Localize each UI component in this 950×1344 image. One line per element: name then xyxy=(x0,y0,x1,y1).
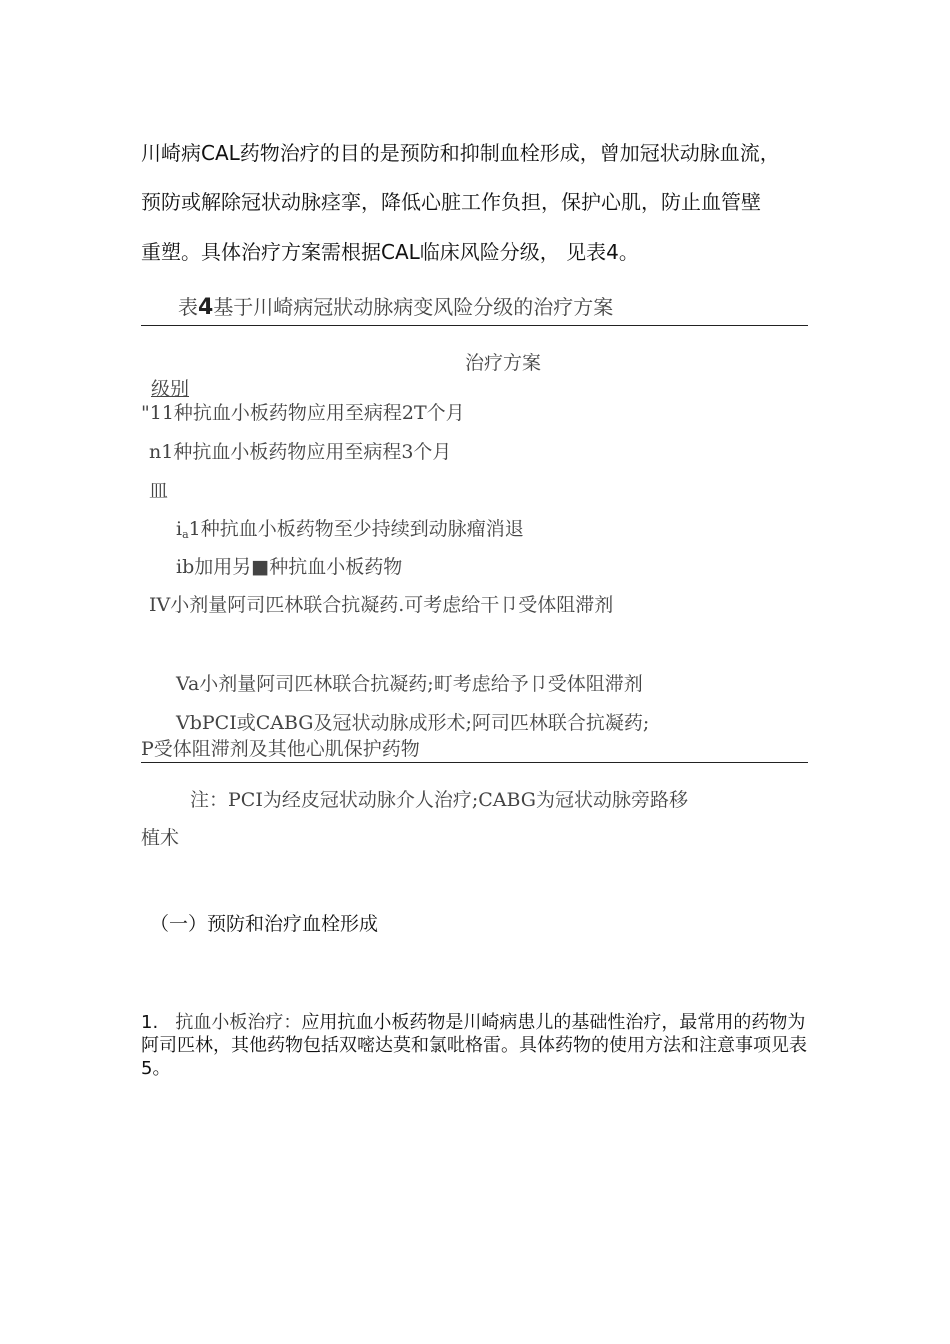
section-heading: （一）预防和治疗血栓形成 xyxy=(150,913,379,935)
table-header-level: 级别 xyxy=(151,378,190,400)
intro-line-1: 川崎病CAL药物治疗的目的是预防和抑制血栓形成，曾加冠状动脉血流， xyxy=(141,141,780,165)
table-row-4-prefix: i xyxy=(176,518,183,540)
item-1-label: 抗血小板治疗： xyxy=(175,1012,302,1033)
table-note-line-2: 植术 xyxy=(141,827,180,849)
table-row-8: VbPCI或CABG及冠状动脉成形术;阿司匹林联合抗凝药; xyxy=(176,712,650,734)
table-caption xyxy=(178,295,613,320)
item-1-number: 1. xyxy=(141,1012,159,1033)
table-row-6: IV小剂量阿司匹林联合抗凝药.可考虑给干卩受体阻滞剂 xyxy=(149,594,614,616)
table-row-1: "11种抗血小板药物应用至病程2T个月 xyxy=(141,402,465,424)
table-row-4 xyxy=(176,517,524,547)
table-caption-text: 基于川崎病冠狀动脉病变风险分级的治疗方案 xyxy=(213,295,614,319)
item-1-text: 应用抗血小板药物是川崎病患儿的基础性治疗，最常用的药物为阿司匹林，其他药物包括双嘧达莫和氯吡格雷。具体药物的使用方法和注意事项见表5。 xyxy=(141,1012,807,1079)
table-row-4-sub: a xyxy=(182,528,189,541)
table-header-plan: 治疗方案 xyxy=(465,352,542,374)
intro-line-2: 预防或解除冠状动脉痉挛，降低心脏工作负担，保护心肌，防止血管壁 xyxy=(141,190,761,214)
table-caption-number: 4 xyxy=(198,295,214,320)
table-row-9: P受体阻滞剂及其他心肌保护药物 xyxy=(141,738,420,760)
item-1-paragraph xyxy=(141,1011,821,1080)
table-row-5: ib加用另■种抗血小板药物 xyxy=(176,556,403,578)
table-row-3: 皿 xyxy=(149,480,169,502)
intro-line-3: 重塑。具体治疗方案需根据CAL临床风险分级， 见表4。 xyxy=(141,240,639,264)
table-bottom-rule xyxy=(141,762,808,763)
table-row-2: n1种抗血小板药物应用至病程3个月 xyxy=(149,441,452,463)
table-caption-prefix: 表 xyxy=(178,295,198,319)
table-row-4-text: 1种抗血小板药物至少持续到动脉瘤消退 xyxy=(188,518,524,540)
table-row-7: Va小剂量阿司匹林联合抗凝药;町考虑给予卩受体阻滞剂 xyxy=(176,673,643,695)
table-note-line-1: 注：PCI为经皮冠状动脉介人治疗;CABG为冠状动脉旁路移 xyxy=(190,789,688,811)
table-top-rule xyxy=(141,325,808,326)
